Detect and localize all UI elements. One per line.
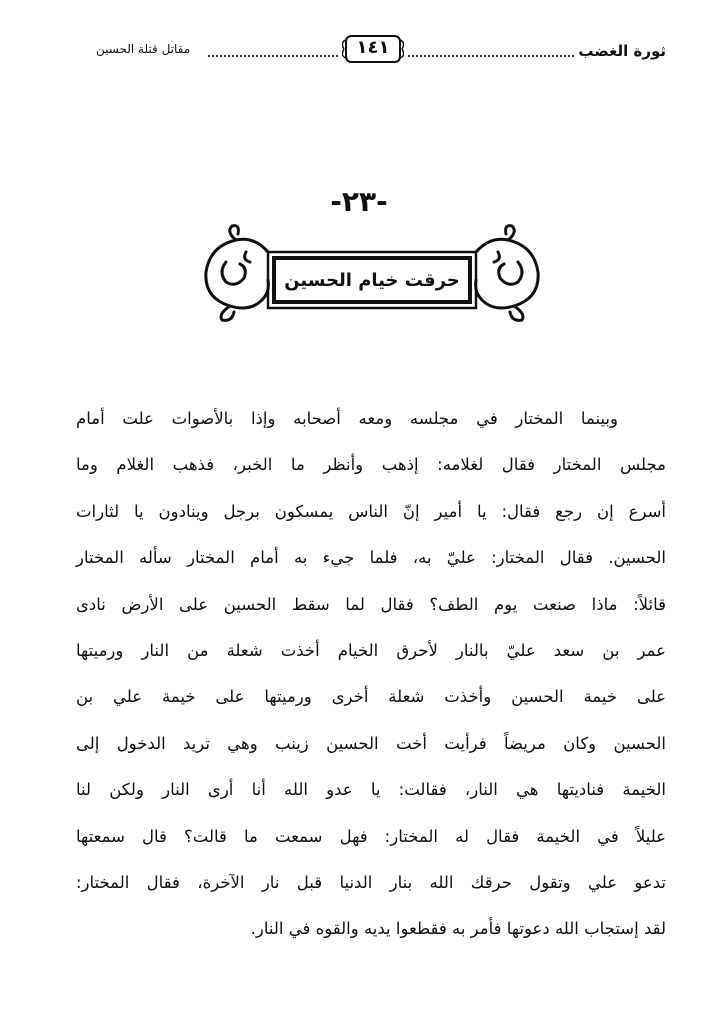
page-number-badge bbox=[342, 32, 404, 66]
header-dotted-leader-left bbox=[208, 55, 338, 57]
body-line: أسرع إن رجع فقال: يا أمير إنّ الناس يمسكون برجل وينادون يا لثارات bbox=[76, 501, 666, 521]
chapter-number: -٢٣- bbox=[330, 185, 388, 218]
body-line: عليلاً في الخيمة فقال له المختار: فهل سمعت ما قالت؟ قال سمعتها bbox=[76, 826, 666, 846]
body-line: عمر بن سعد عليّ بالنار لأحرق الخيام أخذت شعلة من النار ورميتها bbox=[76, 640, 666, 660]
body-line: لقد إستجاب الله دعوتها فأمر به فقطعوا يديه والقوه في النار. bbox=[250, 919, 666, 939]
page-number: ١٤١ bbox=[356, 37, 390, 58]
body-line: مجلس المختار فقال لغلامه: إذهب وأنظر ما الخبر، فذهب الغلام وما bbox=[76, 455, 666, 475]
body-line: وبينما المختار في مجلسه ومعه أصحابه وإذا بالأصوات علت أمام bbox=[76, 409, 618, 428]
body-paragraph bbox=[76, 396, 666, 953]
chapter-title-ornament bbox=[196, 222, 548, 324]
running-header bbox=[96, 30, 666, 70]
body-line: تدعو علي وتقول حرقك الله بنار الدنيا قبل نار الآخرة، فقال المختار: bbox=[76, 872, 666, 892]
body-line: على خيمة الحسين وأخذت شعلة أخرى ورميتها على خيمة علي بن bbox=[76, 687, 666, 707]
body-line: الحسين وكان مريضاً فرأيت أخت الحسين زينب وهي تريد الدخول إلى bbox=[76, 733, 666, 753]
header-dotted-leader-right bbox=[408, 55, 574, 57]
body-line: قائلاً: ماذا صنعت يوم الطف؟ فقال لما سقط الحسين على الأرض نادى bbox=[76, 594, 666, 614]
chapter-title: حرقت خيام الحسين bbox=[284, 270, 460, 291]
running-header-chapter-title: مقاتل قتلة الحسين bbox=[96, 42, 191, 56]
body-line: الحسين. فقال المختار: عليّ به، فلما جيء به أمام المختار سأله المختار bbox=[76, 548, 666, 568]
body-line: الخيمة فناديتها هي النار، فقالت: يا عدو الله أنا أرى النار ولكن لنا bbox=[76, 780, 666, 800]
running-header-book-title: ثورة الغضب bbox=[578, 42, 666, 60]
